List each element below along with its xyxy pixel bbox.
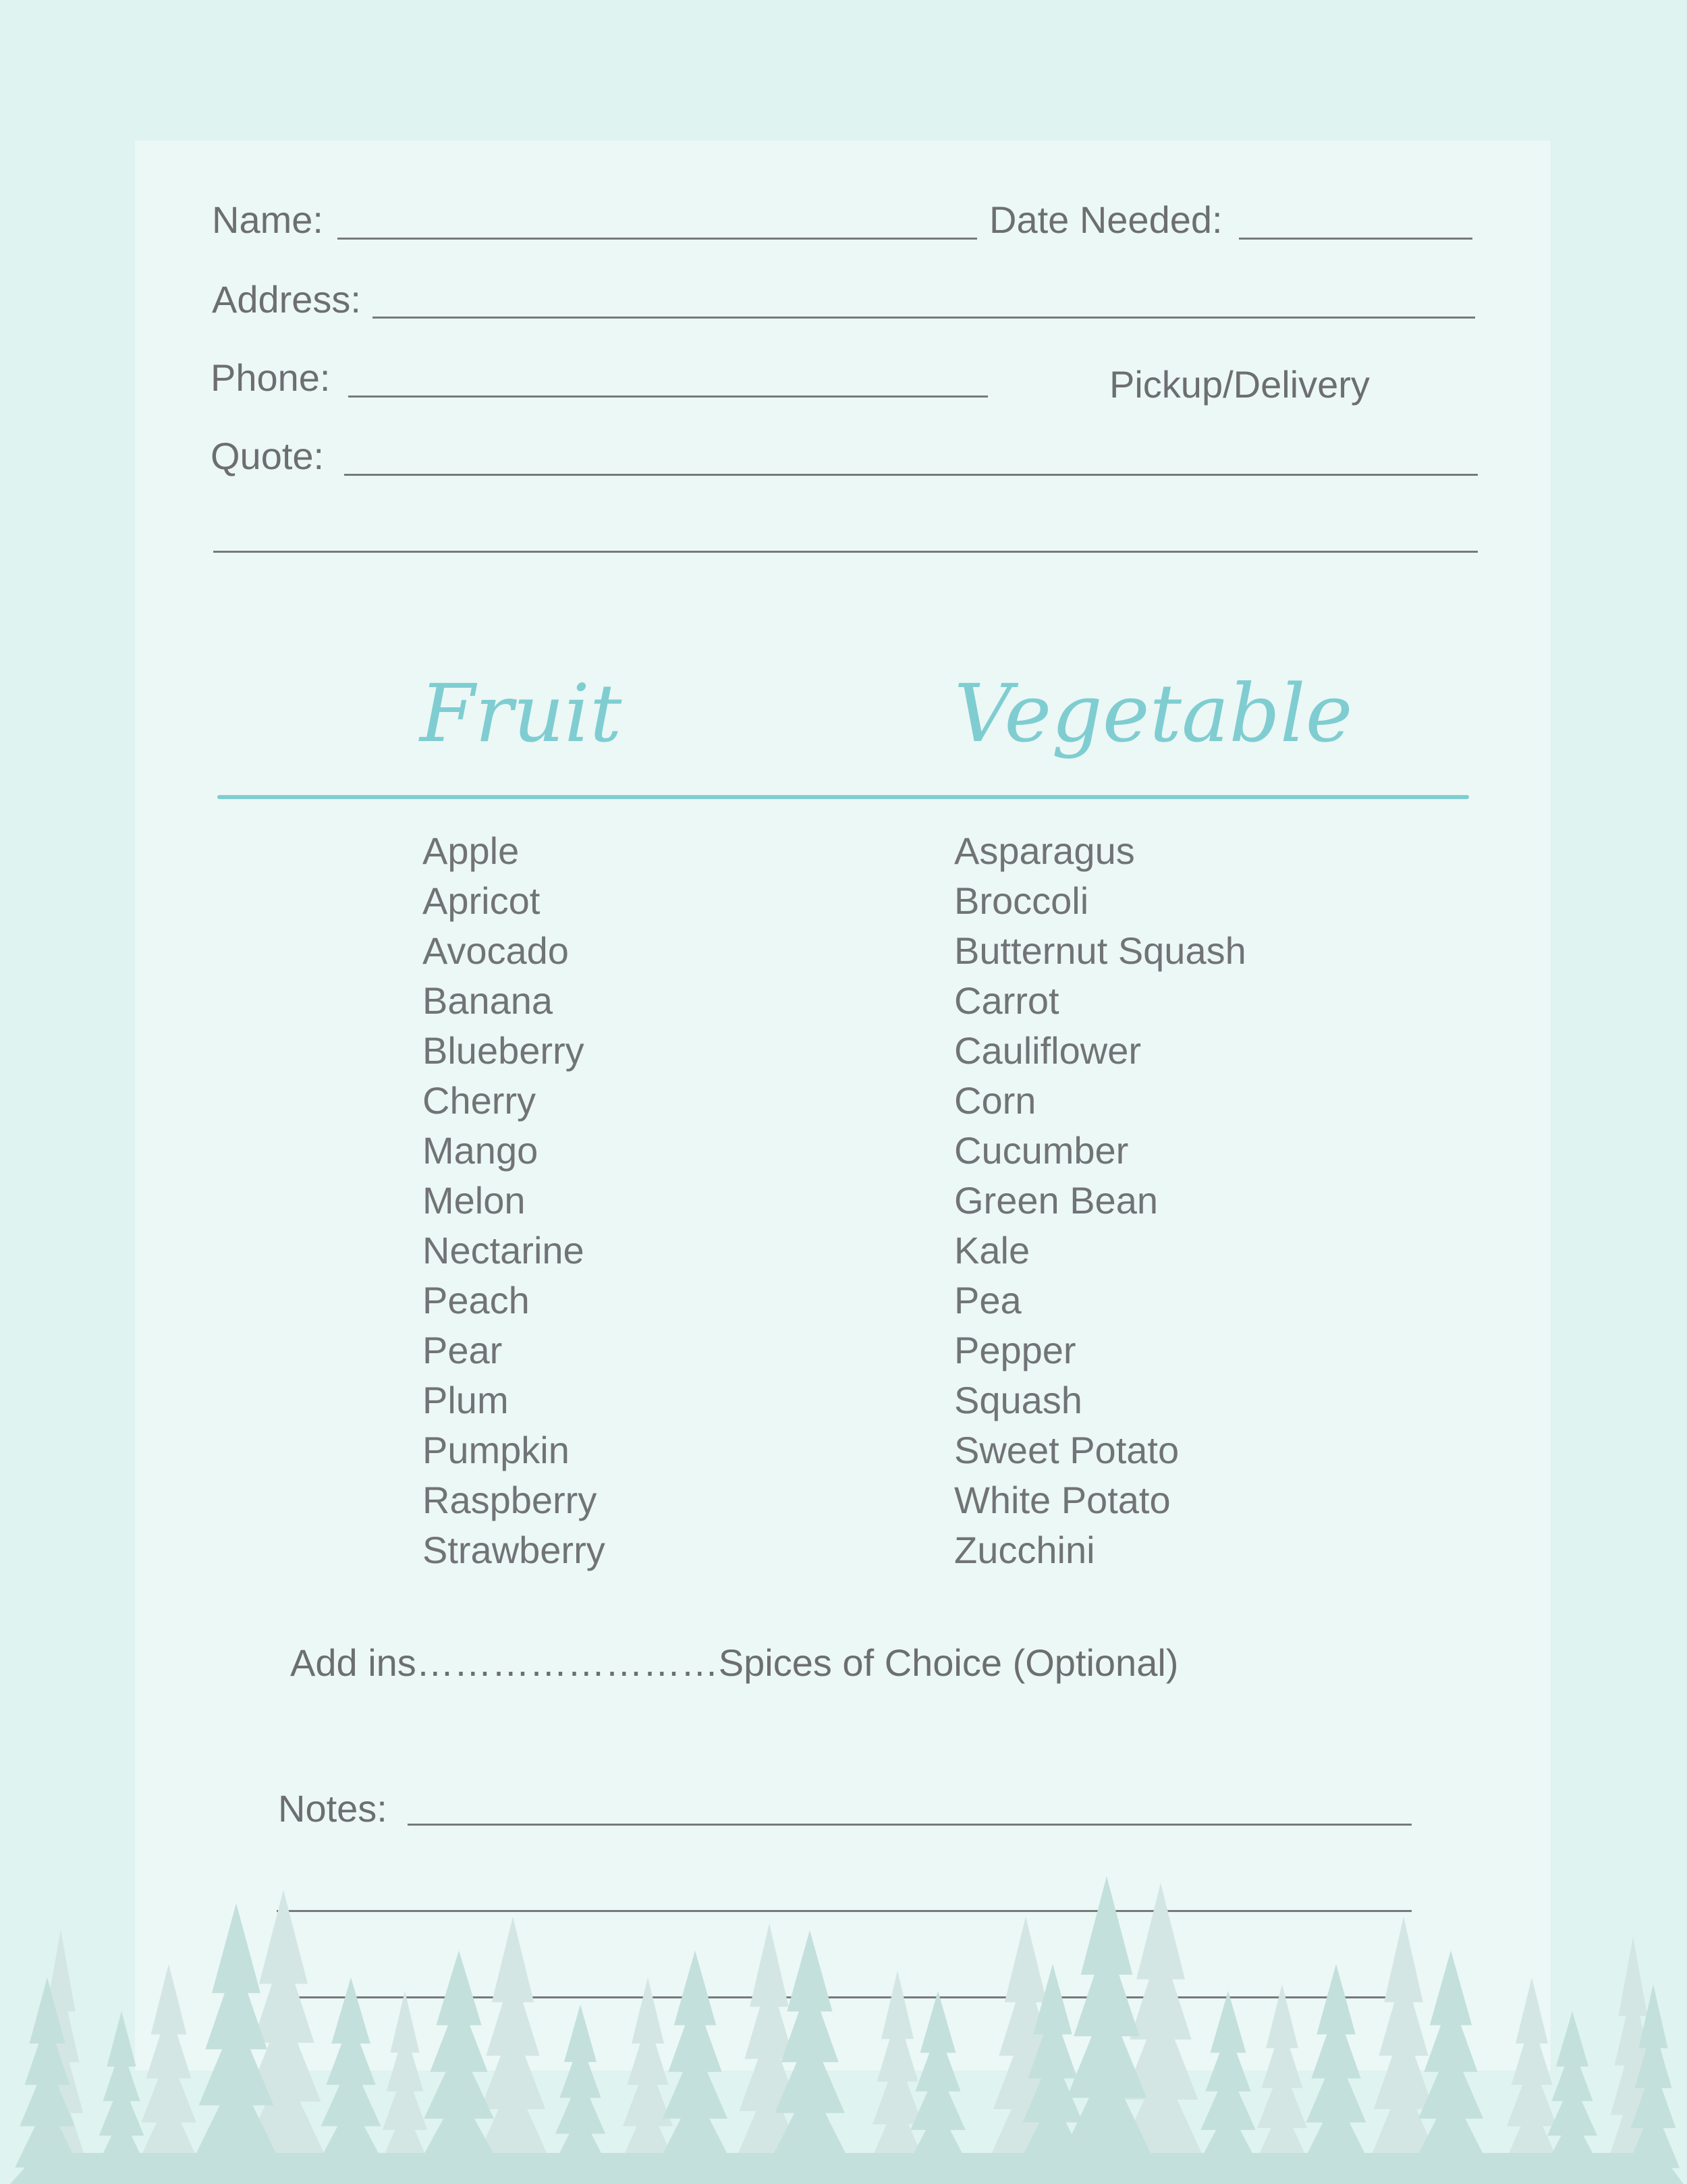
fruit-item: Nectarine	[422, 1229, 584, 1272]
vegetable-item: Pea	[954, 1279, 1022, 1321]
vegetable-item: Zucchini	[954, 1529, 1095, 1571]
pine-trees-decoration	[0, 1876, 1687, 2184]
notes-label: Notes:	[278, 1787, 387, 1830]
name-field-line[interactable]	[337, 238, 977, 240]
pine-tree-shape	[132, 1964, 206, 2184]
fruit-item: Strawberry	[422, 1529, 605, 1571]
vegetable-item: Butternut Squash	[954, 929, 1246, 972]
fruit-list	[422, 826, 605, 1575]
vegetable-item: Sweet Potato	[954, 1429, 1180, 1471]
pickup-delivery-label: Pickup/Delivery	[1109, 363, 1370, 406]
tree-ground	[39, 2153, 1648, 2184]
vegetable-item: Cucumber	[954, 1129, 1129, 1172]
quote-field-line[interactable]	[344, 474, 1478, 476]
heading-divider	[217, 795, 1469, 799]
vegetable-item: Pepper	[954, 1329, 1076, 1371]
address-label: Address:	[212, 278, 361, 321]
fruit-item: Apricot	[422, 879, 541, 922]
fruit-item: Pumpkin	[422, 1429, 570, 1471]
phone-label: Phone:	[211, 356, 331, 399]
back-trees-group	[30, 1883, 1663, 2184]
vegetable-item: Carrot	[954, 979, 1059, 1022]
fruit-item: Mango	[422, 1129, 538, 1172]
vegetable-heading: Vegetable	[954, 667, 1353, 760]
order-form-card	[135, 140, 1551, 2071]
vegetable-item: Corn	[954, 1079, 1036, 1122]
vegetable-item: Green Bean	[954, 1179, 1158, 1222]
quote-label: Quote:	[211, 435, 325, 477]
address-field-line[interactable]	[372, 317, 1475, 319]
vegetable-item: White Potato	[954, 1479, 1171, 1521]
fruit-item: Apple	[422, 829, 520, 872]
fruit-item: Banana	[422, 979, 553, 1022]
phone-field-line[interactable]	[348, 395, 988, 398]
add-ins-text: Add ins……………………Spices of Choice (Optional)	[290, 1641, 1179, 1684]
vegetable-item: Cauliflower	[954, 1029, 1141, 1072]
quote-field-line-2[interactable]	[213, 551, 1478, 553]
vegetable-item: Kale	[954, 1229, 1030, 1272]
notes-field-line-1[interactable]	[408, 1824, 1412, 1826]
fruit-item: Peach	[422, 1279, 530, 1321]
name-label: Name:	[212, 198, 323, 241]
fruit-heading: Fruit	[420, 667, 622, 760]
fruit-item: Melon	[422, 1179, 526, 1222]
vegetable-item: Squash	[954, 1379, 1082, 1421]
fruit-item: Avocado	[422, 929, 569, 972]
fruit-item: Cherry	[422, 1079, 536, 1122]
fruit-item: Raspberry	[422, 1479, 597, 1521]
fruit-item: Plum	[422, 1379, 509, 1421]
date-needed-field-line[interactable]	[1239, 238, 1472, 240]
fruit-item: Pear	[422, 1329, 503, 1371]
vegetable-item: Broccoli	[954, 879, 1089, 922]
date-needed-label: Date Needed:	[989, 198, 1223, 241]
pine-tree-shape	[1296, 1964, 1377, 2184]
vegetable-item: Asparagus	[954, 829, 1135, 872]
fruit-item: Blueberry	[422, 1029, 584, 1072]
vegetable-list	[954, 826, 1246, 1575]
